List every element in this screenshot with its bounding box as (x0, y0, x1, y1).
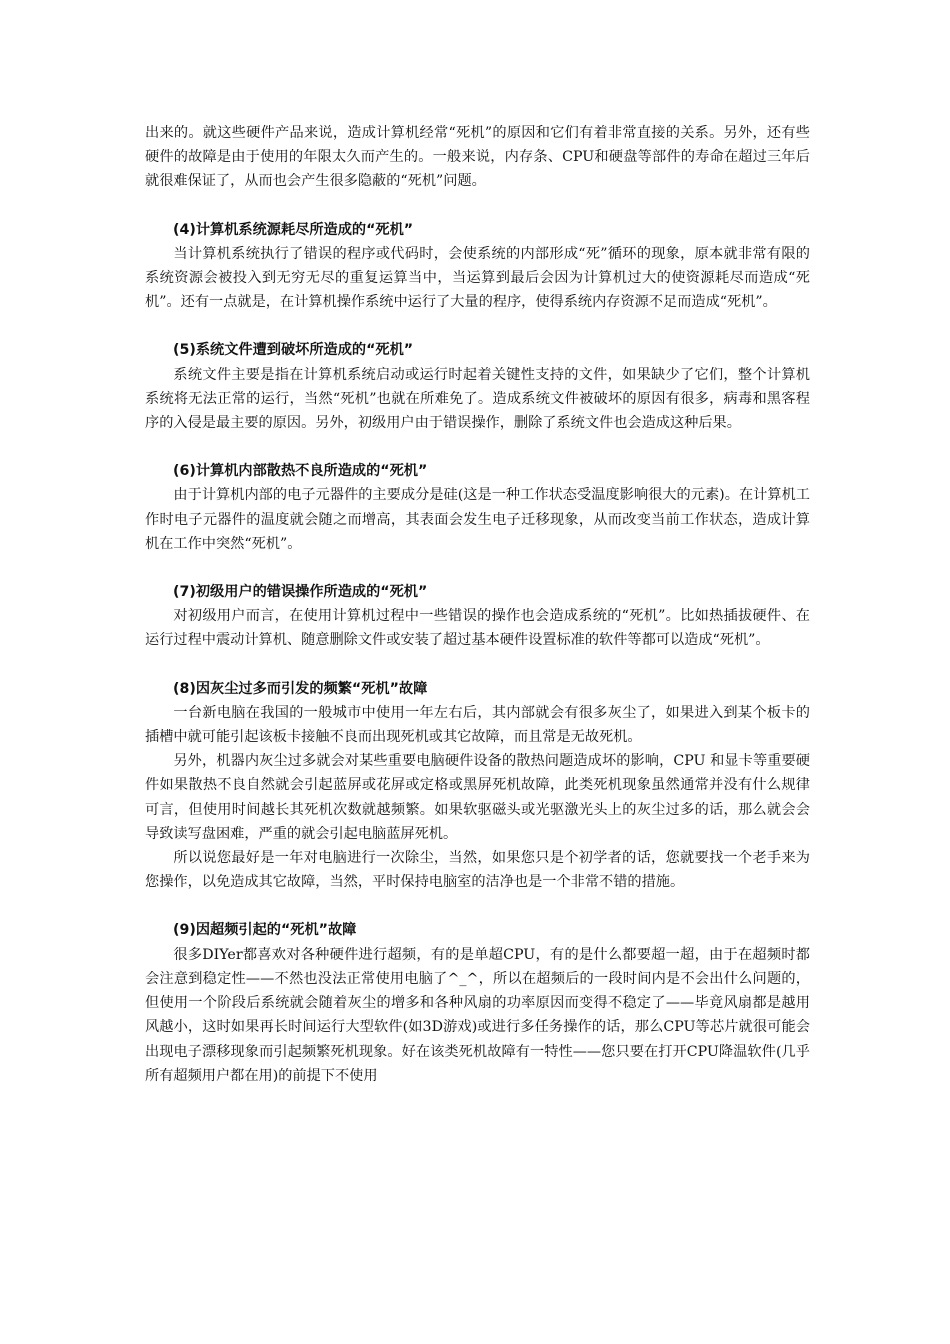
section-8 (145, 677, 810, 895)
section-7 (145, 580, 810, 653)
section-paragraph: 对初级用户而言，在使用计算机过程中一些错误的操作也会造成系统的“死机”。比如热插拔硬件、在运行过程中震动计算机、随意删除文件或安装了超过基本硬件设置标准的软件等都可以造成“死机”。 (145, 608, 810, 649)
section-paragraph: 当计算机系统执行了错误的程序或代码时，会使系统的内部形成“死”循环的现象，原本就非常有限的系统资源会被投入到无穷无尽的重复运算当中，当运算到最后会因为计算机过大的使资源耗尽而造成“死机”。还有一点就是，在计算机操作系统中运行了大量的程序，使得系统内存资源不足而造成“死机”。 (145, 245, 810, 311)
section-paragraph: 由于计算机内部的电子元器件的主要成分是硅(这是一种工作状态受温度影响很大的元素)。在计算机工作时电子元器件的温度就会随之而增高，其表面会发生电子迁移现象，从而改变当前工作状态，造成计算机在工作中突然“死机”。 (145, 487, 810, 552)
section-heading: (6)计算机内部散热不良所造成的“死机” (173, 463, 428, 480)
section-heading: (9)因超频引起的“死机”故障 (173, 922, 357, 939)
document-page (145, 121, 810, 1088)
section-heading: (8)因灰尘过多而引发的频繁“死机”故障 (173, 680, 428, 697)
section-paragraph: 一台新电脑在我国的一般城市中使用一年左右后，其内部就会有很多灰尘了，如果进入到某个板卡的插槽中就可能引起该板卡接触不良而出现死机或其它故障，而且常是无故死机。 (145, 704, 810, 746)
section-paragraph: 很多DIYer都喜欢对各种硬件进行超频，有的是单超CPU，有的是什么都要超一超，由于在超频时都会注意到稳定性——不然也没法正常使用电脑了^_^，所以在超频后的一段时间内是不会出什么问题的，但使用一个阶段后系统就会随着灰尘的增多和各种风扇的功率原因而变得不稳定了——毕竟风扇都是越用风越小，这时如果再长时间运行大型软件(如3D游戏)或进行多任务操作的话，那么CPU等芯片就很可能会出现电子漂移现象而引起频繁死机现象。好在该类死机故障有一特性——您只要在打开CPU降温软件(几乎所有超频用户都在用)的前提下不使用 (145, 946, 810, 1084)
section-heading: (4)计算机系统源耗尽所造成的“死机” (173, 221, 414, 238)
intro-paragraph: 出来的。就这些硬件产品来说，造成计算机经常“死机”的原因和它们有着非常直接的关系。另外，还有些硬件的故障是由于使用的年限太久而产生的。一般来说，内存条、CPU和硬盘等部件的寿命在超过三年后就很难保证了，从而也会产生很多隐蔽的“死机”问题。 (145, 125, 810, 190)
section-9 (145, 918, 810, 1087)
section-6 (145, 459, 810, 556)
section-heading: (5)系统文件遭到破坏所造成的“死机” (173, 342, 414, 359)
section-5 (145, 338, 810, 435)
section-heading: (7)初级用户的错误操作所造成的“死机” (173, 584, 428, 601)
section-4 (145, 218, 810, 315)
section-paragraph: 系统文件主要是指在计算机系统启动或运行时起着关键性支持的文件，如果缺少了它们，整个计算机系统将无法正常的运行，当然“死机”也就在所难免了。造成系统文件被破坏的原因有很多，病毒和黑客程序的入侵是最主要的原因。另外，初级用户由于错误操作，删除了系统文件也会造成这种后果。 (145, 366, 810, 432)
section-paragraph: 另外，机器内灰尘过多就会对某些重要电脑硬件设备的散热问题造成坏的影响，CPU 和显卡等重要硬件如果散热不良自然就会引起蓝屏或花屏或定格或黑屏死机故障，此类死机现象虽然通常并没有什么规律可言，但使用时间越长其死机次数就越频繁。如果软驱磁头或光驱激光头上的灰尘过多的话，那么就会会导致读写盘困难，严重的就会引起电脑蓝屏死机。 (145, 753, 810, 842)
section-paragraph: 所以说您最好是一年对电脑进行一次除尘，当然，如果您只是个初学者的话，您就要找一个老手来为您操作，以免造成其它故障，当然，平时保持电脑室的洁净也是一个非常不错的措施。 (145, 850, 810, 891)
